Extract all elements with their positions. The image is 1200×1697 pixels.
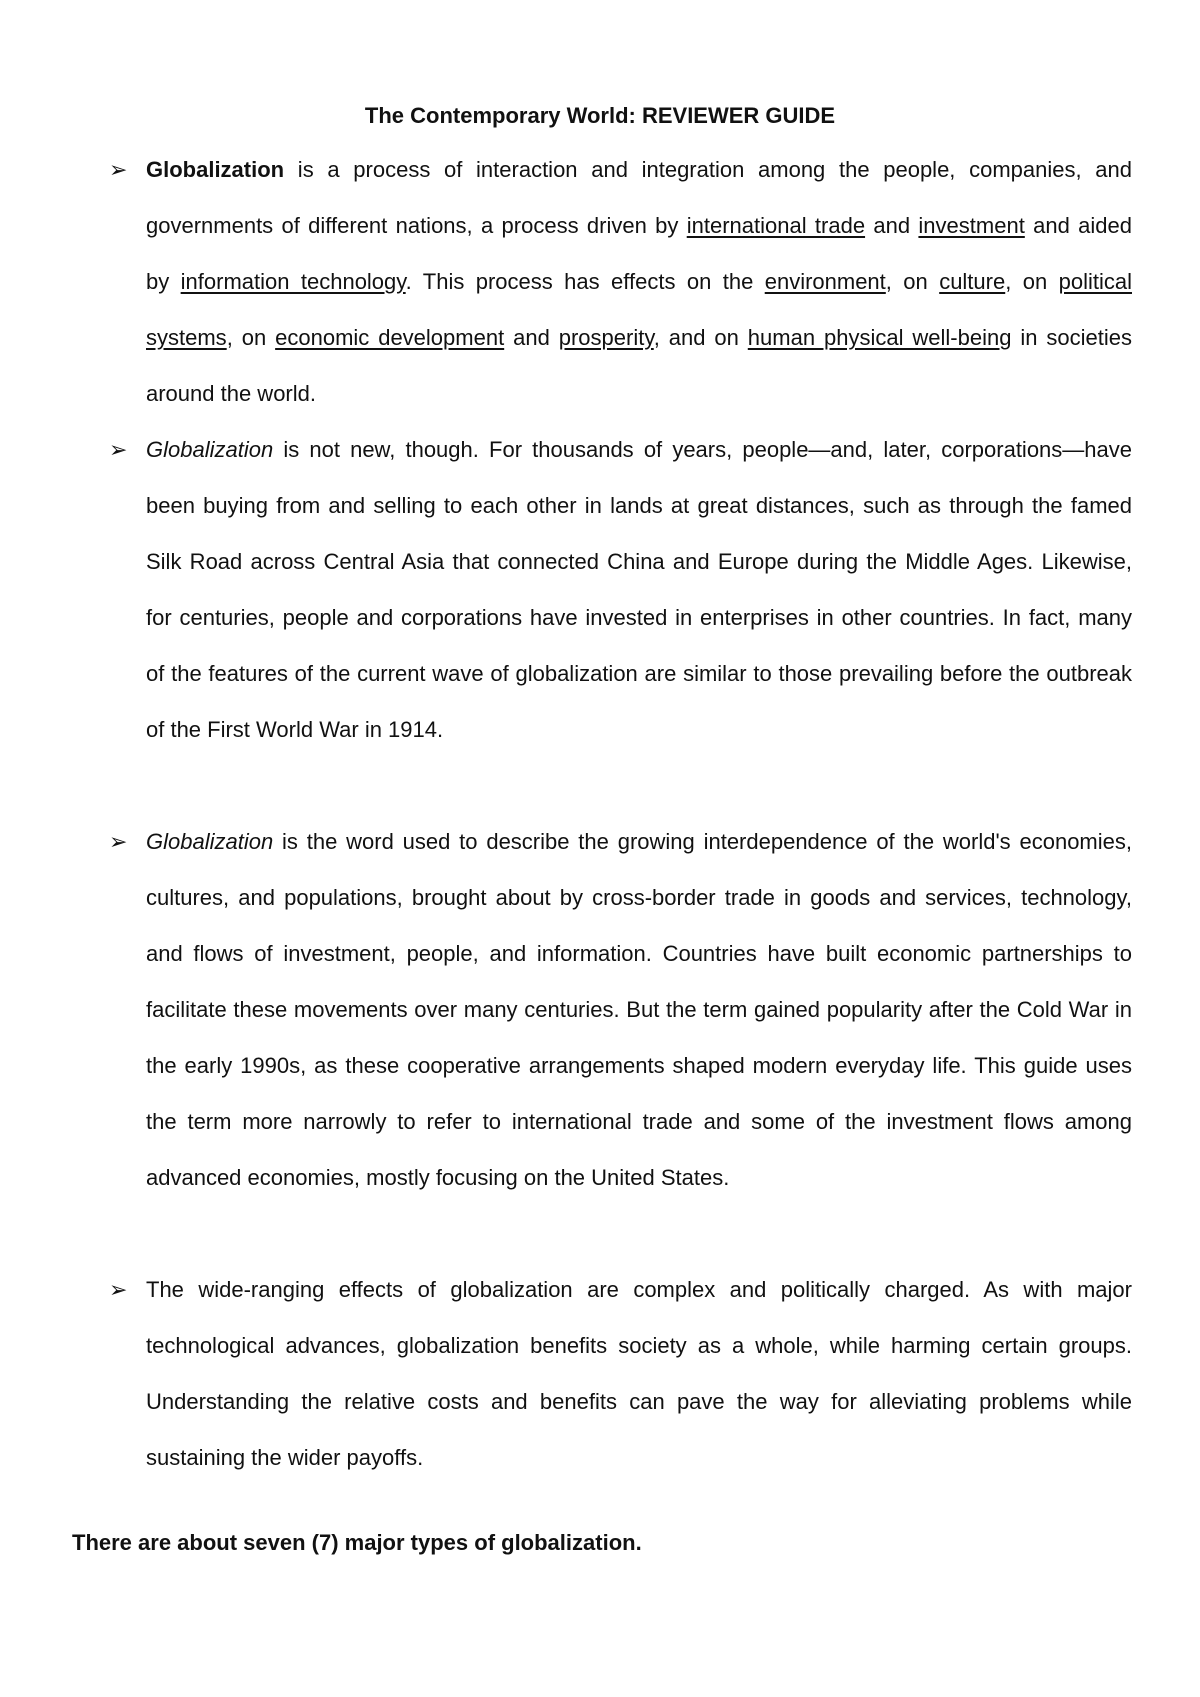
arrow-bullet-icon: ➢: [109, 157, 128, 182]
bullet-text-2: Globalization is not new, though. For thousands of years, people—and, later, corporations—have been buying from and selling to each other in lands at great distances, such as through the famed Silk Road across Central Asia that connected China and Europe during the Middle Ages. Likewise, for centuries, people and corporations have invested in enterprises in other countries. In fact, many of the features of the current wave of globalization are similar to those prevailing before the outbreak of the First World War in 1914.: [146, 437, 1132, 742]
arrow-bullet-icon: ➢: [109, 829, 128, 854]
term-globalization: Globalization: [146, 157, 285, 182]
link-international-trade: international trade: [686, 213, 866, 238]
section-lead-in: There are about seven (7) major types of globalization.: [72, 1530, 642, 1555]
link-information-technology: information technology: [180, 269, 406, 294]
term-globalization-italic: Globalization: [146, 437, 274, 462]
link-prosperity: prosperity: [558, 325, 654, 350]
link-investment: investment: [918, 213, 1025, 238]
page-title: The Contemporary World: REVIEWER GUIDE: [364, 103, 836, 128]
link-environment: environment: [764, 269, 886, 294]
bullet-text-1: Globalization is a process of interaction and integration among the people, companies, and governments of different nations, a process driven by international trade and investment and aided by information technology. This process has effects on the environment, on culture, on political systems, on economic development and prosperity, and on human physical well-being in societies around the world.: [146, 157, 1133, 406]
bullet-text-4: The wide-ranging effects of globalization are complex and politically charged. As with major technological advances, globalization benefits society as a whole, while harming certain groups. Understanding the relative costs and benefits can pave the way for alleviating problems while sustaining the wider payoffs.: [146, 1277, 1132, 1470]
arrow-bullet-icon: ➢: [109, 1277, 128, 1302]
term-globalization-italic: Globalization: [146, 829, 274, 854]
link-culture: culture: [939, 269, 1006, 294]
link-political-systems: political systems: [146, 269, 1132, 350]
link-economic-development: economic development: [275, 325, 505, 350]
arrow-bullet-icon: ➢: [109, 437, 128, 462]
link-human-physical-well-being: human physical well-being: [747, 325, 1012, 350]
bullet-text-3: Globalization is the word used to describe the growing interdependence of the world's economies, cultures, and populations, brought about by cross-border trade in goods and services, technology, and flows of investment, people, and information. Countries have built economic partnerships to facilitate these movements over many centuries. But the term gained popularity after the Cold War in the early 1990s, as these cooperative arrangements shaped modern everyday life. This guide uses the term more narrowly to refer to international trade and some of the investment flows among advanced economies, mostly focusing on the United States.: [146, 829, 1132, 1190]
